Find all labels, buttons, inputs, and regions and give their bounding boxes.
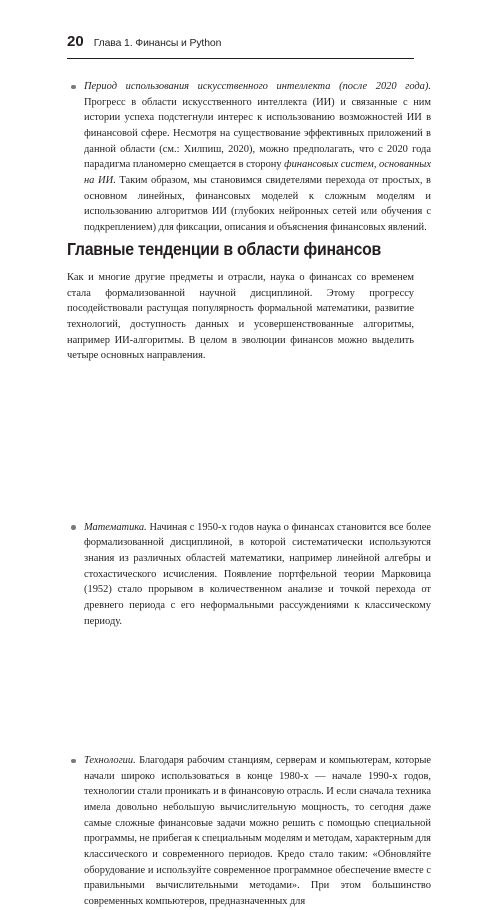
bullet-ai-text-2: . Таким образом, мы становимся свидетелями перехода от простых, в основном линейных, финансовых моделей к сложным моделям и использованию алгоритмов ИИ (глубоких нейронных сетей или обучения с подкреплением) для фиксации, описания и объяснения финансовых явлений. bbox=[84, 174, 431, 233]
bullet-ai-period bbox=[67, 79, 431, 236]
bullet-ai-text-1: Прогресс в области искусственного интеллекта (ИИ) и связанные с ним истории успеха подстегнули интерес к использованию возможностей ИИ в финансовой сфере. Несмотря на существование эффективных приложений в данной области (см.: Хилпиш, 2020), можно предполагать, что с 2020 года парадигма планомерно смещается в сторону bbox=[84, 96, 431, 171]
running-header bbox=[67, 33, 221, 50]
section-intro bbox=[67, 270, 414, 364]
bullet-dot-icon bbox=[71, 85, 76, 90]
bullet-technology bbox=[67, 753, 431, 910]
bullet-mathematics bbox=[67, 520, 431, 630]
bullet-tech-paragraph bbox=[84, 753, 431, 910]
bullet-ai-emphasis: финансовых систем, основанных на ИИ bbox=[84, 159, 431, 186]
bullet-dot-icon bbox=[71, 525, 76, 530]
bullet-dot-icon bbox=[71, 759, 76, 764]
bullet-ai-paragraph bbox=[84, 79, 431, 236]
section-heading: Главные тенденции в области финансов bbox=[67, 239, 382, 259]
bullet-tech-text: Благодаря рабочим станциям, серверам и компьютерам, которые начали широко использоваться в конце 1980-х — начале 1990-х годов, технологии стали проникать и в финансовую отрасль. И если сначала техника имела довольно небольшую вычислительную мощность, то сегодня даже самые сложные финансовые задачи можно решить с помощью специальной программы, не прибегая к специальным моделям и методам, характерным для классического и современного периодов. Кредо стало таким: «Обновляйте оборудование и используйте современное программное обеспечение вместе с правильными вычислительными методами». При этом большинство современных компьютеров, предназначенных для bbox=[84, 755, 431, 908]
page-number: 20 bbox=[67, 33, 84, 50]
bullet-tech-term: Технологии. bbox=[84, 755, 136, 767]
bullet-ai-term: Период использования искусственного интеллекта (после 2020 года). bbox=[84, 81, 431, 92]
chapter-title: Глава 1. Финансы и Python bbox=[93, 38, 222, 49]
bullet-math-term: Математика. bbox=[84, 521, 147, 533]
intro-paragraph: Как и многие другие предметы и отрасли, наука о финансах со временем стала формализованной научной дисциплиной. Этому прогрессу посодействовали растущая популярность формальной математики, развитие технологий, доступность данных и усовершенствованные алгоритмы, например ИИ-алгоритмы. В целом в эволюции финансов можно выделить четыре основных направления. bbox=[67, 272, 414, 362]
header-rule bbox=[67, 58, 414, 59]
bullet-math-text: Начиная с 1950-х годов наука о финансах становится все более формализованной дисциплиной, в которой систематически используются знания из различных областей математики, например линейной алгебры и стохастического исчисления. Появление портфельной теории Марковица (1952) стало прорывом в количественном анализе и точкой перехода от древнего периода с его неформальными рассуждениями к классическому периоду. bbox=[84, 521, 431, 627]
bullet-math-paragraph bbox=[84, 520, 431, 630]
